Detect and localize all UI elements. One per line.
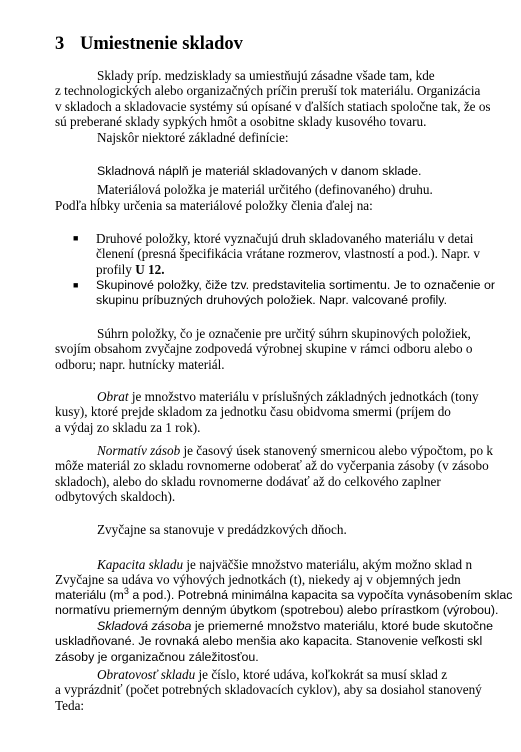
text-line: Skupinové položky, čiže tzv. predstavitelia sortimentu. Je to označenie or [96, 278, 495, 292]
text-line: uskladňované. Je rovnaká alebo menšia ako kapacita. Stanovenie veľkosti skl [55, 634, 483, 649]
text-span: je časový úsek stanovený smernicou alebo výpočtom, po k [180, 443, 493, 458]
bold-code: U 12. [135, 261, 165, 277]
term-italic: Obratovosť skladu [97, 667, 196, 682]
text-span: je množstvo materiálu v príslušných základných jednotkách (tony [128, 389, 479, 404]
text-line: svojím obsahom zvyčajne zodpovedá výrobnej skupine v rámci odboru alebo o [55, 341, 473, 357]
text-span: je priemerné množstvo materiálu, ktoré bude skutočne [191, 619, 494, 633]
text-line [55, 619, 521, 634]
bullet-square-icon: ■ [73, 280, 79, 290]
text-line: skupinu príbuzných druhových položiek. Napr. valcované profily. [96, 293, 448, 308]
term-italic: Skladová zásoba [97, 619, 192, 633]
text-line: Skladnová náplň je materiál skladovaných v danom sklade. [97, 164, 422, 178]
term-italic: Obrat [97, 389, 129, 404]
section-heading [55, 34, 243, 54]
text-line [55, 585, 521, 603]
text-line: Podľa hĺbky určenia sa materiálové položky členia ďalej na: [55, 198, 373, 213]
text-line: zásoby je organizačnou záležitosťou. [55, 649, 259, 664]
normativ-paragraph [55, 443, 521, 505]
text-line: Najskôr niektoré základné definície: [97, 130, 289, 145]
text-line: normatívu priemerným denným úbytkom (spotrebou) alebo prírastkom (výrobou). [55, 603, 499, 618]
section-number: 3 [55, 34, 65, 54]
kapacita-paragraph [55, 557, 521, 619]
text-line: Zvyčajne sa stanovuje v predádzkových dňoch. [97, 522, 347, 537]
text-line: z technologických alebo organizačných príčin preruší tok materiálu. Organizácia [55, 83, 481, 99]
text-line: Súhrn položky, čo je označenie pre určitý súhrn skupinových položiek, [97, 326, 471, 341]
definition-2 [55, 182, 521, 197]
superscript: 3 [123, 585, 129, 596]
text-line: a výdaj zo skladu za 1 rok). [55, 419, 201, 435]
text-line: sú preberané sklady sypkých hmôt a osobitne sklady kusového tovaru. [55, 114, 427, 130]
zasoba-paragraph [55, 619, 521, 665]
bullet-square-icon: ■ [73, 233, 79, 243]
text-span: profily [96, 261, 136, 277]
text-line: Druhové položky, ktoré vyznačujú druh skladovaného materiálu v detai [96, 231, 474, 246]
term-italic: Kapacita skladu [97, 557, 184, 572]
text-line: kusy), ktoré prejde skladom za jednotku času obidvoma smermi (príjem do [55, 404, 451, 420]
section-title: Umiestnenie skladov [80, 34, 243, 54]
text-span: je najväčšie množstvo materiálu, akým možno sklad n [183, 557, 473, 572]
text-line: môže materiál zo skladu rovnomerne odoberať až do vyčerpania zásoby (v zásobo [55, 458, 489, 474]
text-line: Sklady príp. medzisklady sa umiestňujú zásadne všade tam, kde [97, 68, 435, 83]
text-line: odbytových skaldoch). [55, 489, 176, 505]
text-line: a vyprázdniť (počet potrebných skladovacích cyklov), aby sa dosiahol stanovený [55, 682, 482, 698]
text-line [55, 389, 521, 404]
text-line: skladoch), alebo do skladu rovnomerne dodávať až do celkového zaplner [55, 473, 441, 489]
term-italic: Normatív zásob [97, 443, 181, 458]
text-line [96, 262, 521, 277]
predadz-line [55, 522, 521, 537]
definition-1 [55, 164, 521, 179]
text-line: Zvyčajne sa udáva vo výhových jednotkách (t), niekedy aj v objemných jedn [55, 572, 461, 588]
text-line [55, 557, 521, 572]
text-span: je číslo, ktoré udáva, koľkokrát sa musí sklad z [195, 667, 448, 682]
text-line [55, 667, 521, 682]
text-line: členení (presná špecifikácia vrátane rozmerov, vlastností a pod.). Napr. v [96, 246, 480, 262]
text-span: materiálu (m [55, 587, 124, 602]
definitions-intro [55, 130, 521, 145]
obratovost-paragraph [55, 667, 521, 713]
text-line: Materiálová položka je materiál určitého (definovaného) druhu. [97, 182, 433, 197]
division-line [55, 198, 521, 213]
obrat-paragraph [55, 389, 521, 435]
text-line [55, 443, 521, 458]
text-line: odboru; napr. hutnícky materiál. [55, 356, 225, 372]
text-line: v skladoch a skladovacie systémy sú opísané v ďalších statiach spoločne tak, že os [55, 98, 491, 114]
text-span: a pod.). Potrebná minimálna kapacita sa vypočíta vynásobením sklac [128, 587, 513, 602]
text-line: Teda: [55, 697, 85, 713]
intro-paragraph [55, 68, 521, 130]
suhrn-paragraph [55, 326, 521, 372]
